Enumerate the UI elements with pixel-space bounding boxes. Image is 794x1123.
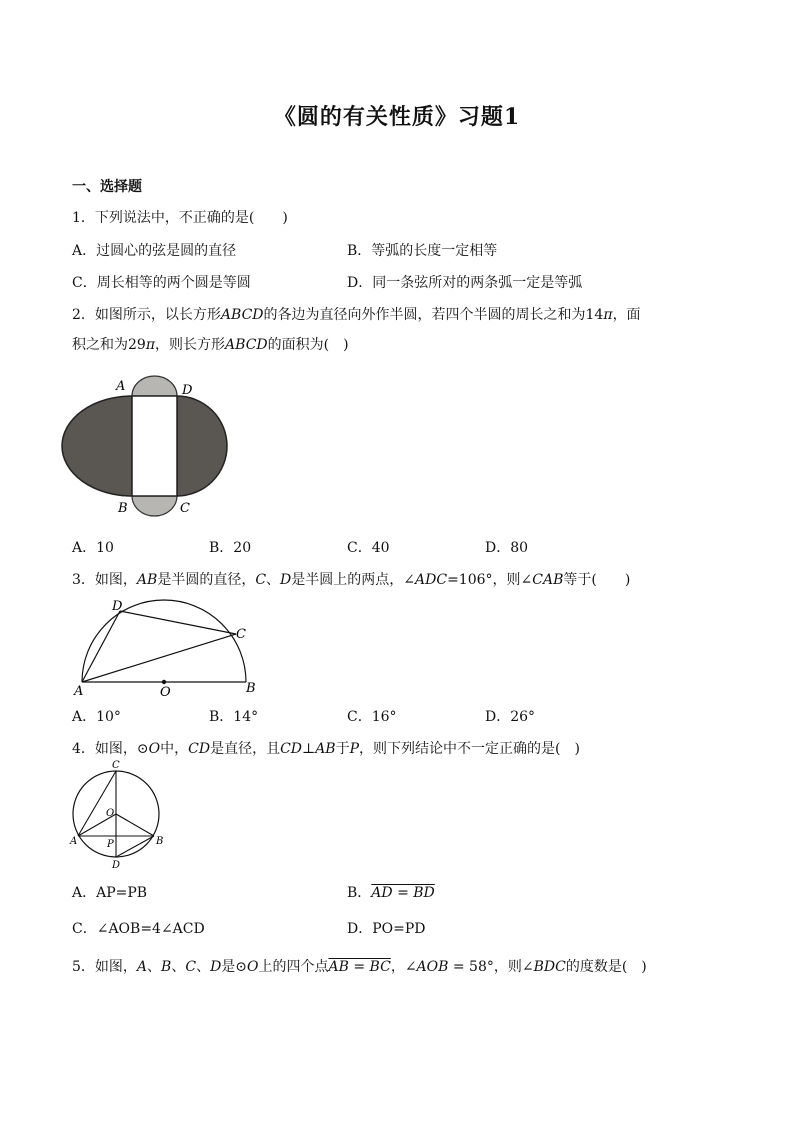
label-b: B — [118, 501, 128, 516]
top-semicircle — [132, 376, 177, 396]
label-b: B — [156, 836, 164, 847]
q4-option-c: C．∠AOB=4∠ACD — [72, 921, 205, 937]
q3-figure — [70, 594, 270, 698]
q4-stem: 4．如图，⊙O中，CD是直径，且CD⊥AB于P，则下列结论中不一定正确的是( ) — [72, 741, 580, 757]
chord-dc — [120, 611, 236, 634]
q2-option-d: D．80 — [485, 540, 529, 556]
q1-stem: 1．下列说法中，不正确的是( ) — [72, 210, 288, 226]
q3-option-d: D．26° — [485, 709, 536, 725]
q4-option-d: D．PO=PD — [347, 921, 426, 937]
q4-option-b: B．AD = BD — [347, 885, 435, 901]
left-semicircle — [62, 396, 132, 496]
q1-option-c: C．周长相等的两个圆是等圆 — [72, 275, 251, 291]
label-o: O — [106, 808, 115, 819]
segment-bo — [116, 814, 154, 836]
label-b: B — [246, 681, 256, 696]
arc-expression: AD = BD — [371, 885, 435, 901]
label-d: D — [182, 383, 193, 398]
label-c: C — [180, 501, 190, 516]
label-d: D — [112, 860, 121, 871]
q2-stem-line1: 2．如图所示，以长方形ABCD的各边为直径向外作半圆，若四个半圆的周长之和为14π，面 — [72, 307, 641, 323]
q3-option-b: B．14° — [209, 709, 259, 725]
arc-expression: AB = BC — [328, 959, 391, 975]
q4-figure — [66, 758, 168, 870]
semicircle-arc — [82, 600, 246, 682]
label-p: P — [107, 839, 114, 850]
q2-option-b: B．20 — [209, 540, 252, 556]
q3-stem: 3．如图，AB是半圆的直径，C、D是半圆上的两点，∠ADC=106°，则∠CAB等于( ) — [72, 572, 631, 588]
q2-stem-line2: 积之和为29π，则长方形ABCD的面积为( ) — [72, 337, 349, 353]
q3-option-c: C．16° — [347, 709, 397, 725]
q4-option-a: A．AP=PB — [72, 885, 148, 901]
q2-option-a: A．10 — [72, 540, 114, 556]
q1-option-a: A．过圆心的弦是圆的直径 — [72, 243, 237, 259]
label-d: D — [112, 599, 123, 614]
label-c: C — [112, 760, 120, 771]
segment-ac — [78, 771, 116, 836]
label-a: A — [70, 836, 78, 847]
page-title: 《圆的有关性质》习题1 — [273, 104, 521, 130]
label-c: C — [236, 627, 246, 642]
center-o — [162, 680, 166, 684]
right-semicircle — [177, 396, 227, 496]
chord-ac — [82, 634, 236, 682]
q1-option-d: D．同一条弦所对的两条弧一定是等弧 — [347, 275, 583, 291]
label-a: A — [116, 379, 126, 394]
q5-stem: 5．如图，A、B、C、D是⊙O上的四个点AB = BC，∠AOB = 58°，则∠BDC的度数是( ) — [72, 959, 647, 975]
q2-option-c: C．40 — [347, 540, 390, 556]
label-o: O — [160, 685, 171, 700]
q2-figure — [74, 372, 234, 524]
rectangle-abcd — [132, 396, 177, 496]
q1-option-b: B．等弧的长度一定相等 — [347, 243, 498, 259]
q3-option-a: A．10° — [72, 709, 121, 725]
label-a: A — [74, 684, 84, 699]
section-heading: 一、选择题 — [72, 179, 142, 195]
bottom-semicircle — [132, 496, 177, 516]
segment-bd — [116, 836, 154, 857]
